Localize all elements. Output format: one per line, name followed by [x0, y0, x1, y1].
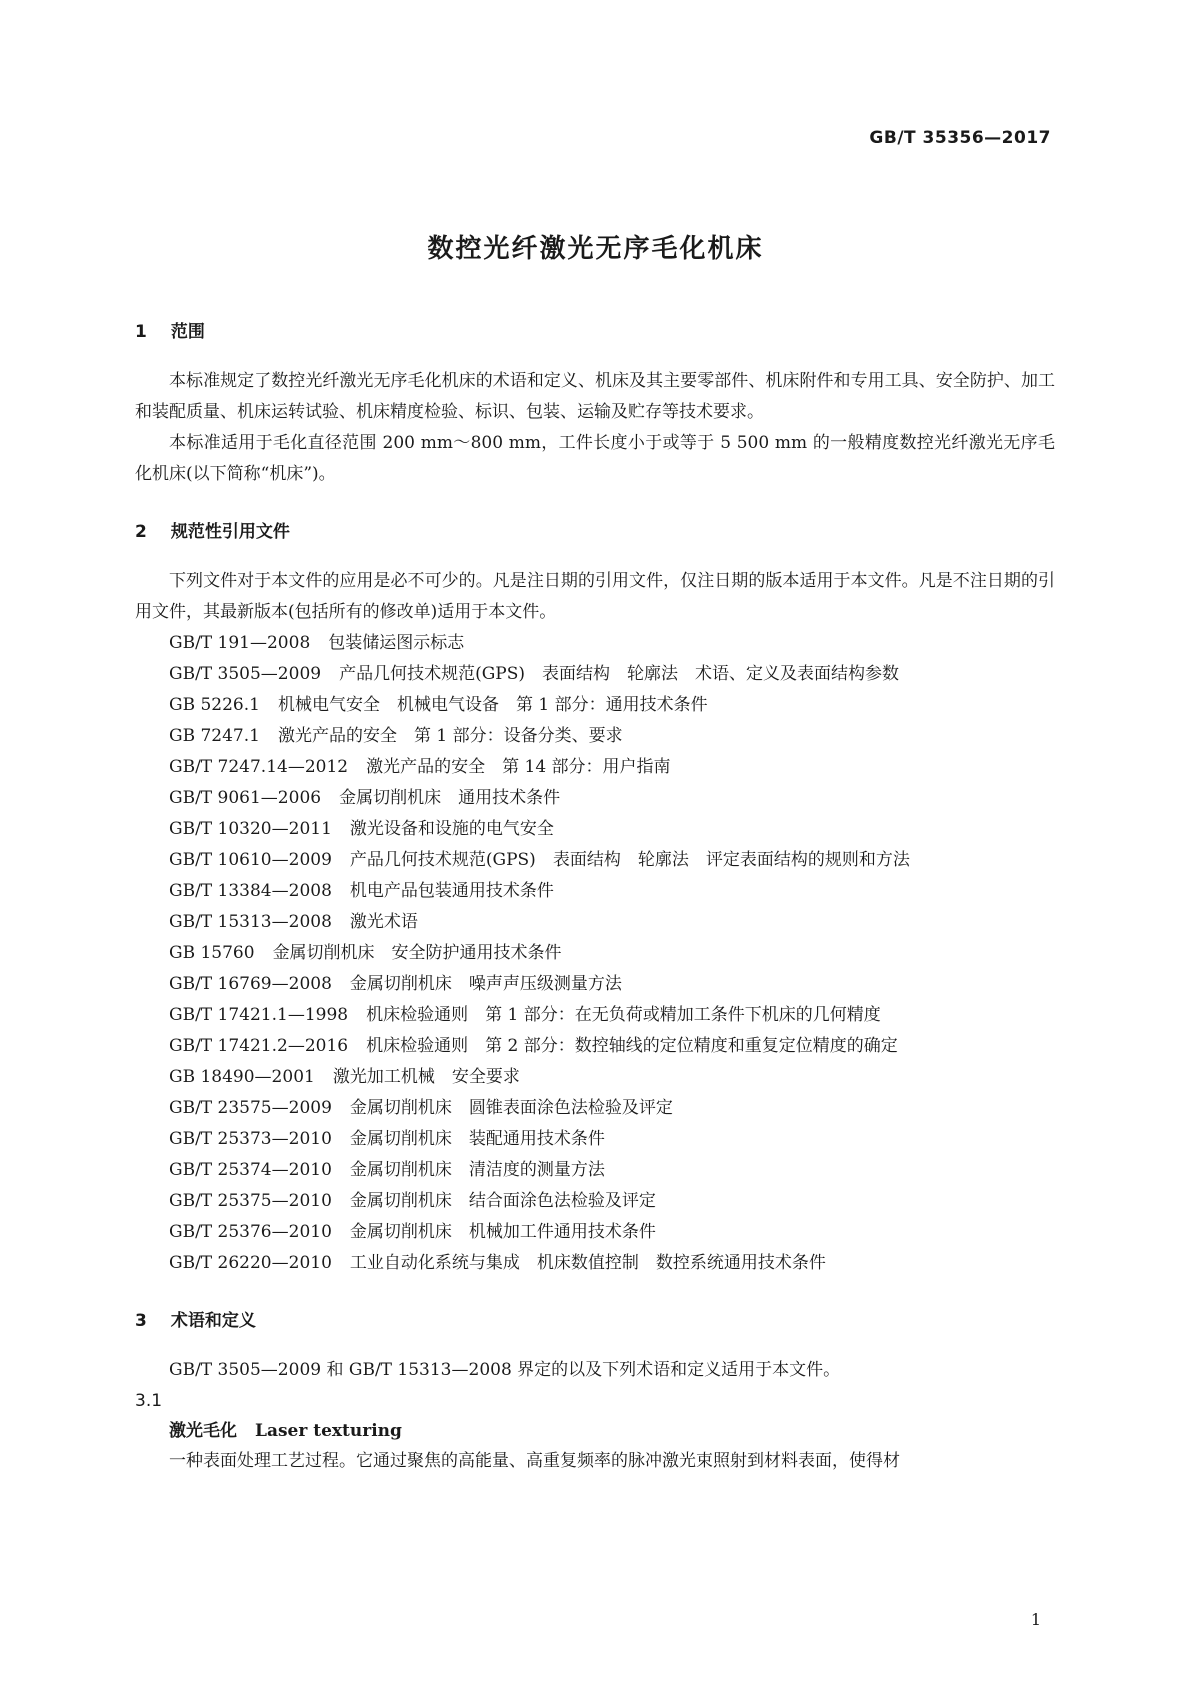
section-2-heading — [135, 520, 1055, 544]
reference-title: 机电产品包装通用技术条件 — [349, 881, 554, 901]
reference-title: 金属切削机床 结合面涂色法检验及评定 — [349, 1191, 656, 1211]
reference-code: GB/T 25374—2010 — [169, 1160, 332, 1180]
reference-title: 金属切削机床 噪声声压级测量方法 — [349, 974, 622, 994]
document-body — [135, 320, 1055, 1477]
reference-title: 产品几何技术规范(GPS) 表面结构 轮廓法 评定表面结构的规则和方法 — [349, 850, 910, 870]
reference-item — [135, 969, 1055, 1000]
reference-item — [135, 690, 1055, 721]
reference-code: GB/T 23575—2009 — [169, 1098, 332, 1118]
reference-item — [135, 876, 1055, 907]
reference-title: 机械电气安全 机械电气设备 第 1 部分：通用技术条件 — [277, 695, 708, 715]
reference-code: GB 18490—2001 — [169, 1067, 315, 1087]
reference-item — [135, 1186, 1055, 1217]
reference-item — [135, 1124, 1055, 1155]
reference-code: GB/T 17421.1—1998 — [169, 1005, 349, 1025]
reference-item — [135, 1248, 1055, 1279]
section-title: 术语和定义 — [170, 1311, 256, 1331]
reference-code: GB/T 3505—2009 — [169, 664, 322, 684]
reference-title: 激光加工机械 安全要求 — [332, 1067, 520, 1087]
reference-code: GB/T 17421.2—2016 — [169, 1036, 349, 1056]
reference-item — [135, 783, 1055, 814]
reference-code: GB 5226.1 — [169, 695, 260, 715]
reference-code: GB/T 25376—2010 — [169, 1222, 332, 1242]
reference-title: 产品几何技术规范(GPS) 表面结构 轮廓法 术语、定义及表面结构参数 — [339, 664, 900, 684]
section-number: 2 — [135, 522, 147, 542]
reference-title: 机床检验通则 第 2 部分：数控轴线的定位精度和重复定位精度的确定 — [366, 1036, 898, 1056]
section-1-heading — [135, 320, 1055, 344]
reference-title: 金属切削机床 清洁度的测量方法 — [349, 1160, 605, 1180]
reference-code: GB/T 25375—2010 — [169, 1191, 332, 1211]
section-number: 3 — [135, 1311, 147, 1331]
term-definition: 一种表面处理工艺过程。它通过聚焦的高能量、高重复频率的脉冲激光束照射到材料表面，使得材 — [169, 1451, 900, 1471]
term-name-en: Laser texturing — [255, 1421, 402, 1441]
reference-code: GB/T 16769—2008 — [169, 974, 332, 994]
reference-item — [135, 752, 1055, 783]
reference-item — [135, 845, 1055, 876]
section-title: 范围 — [170, 322, 205, 342]
reference-code: GB/T 7247.14—2012 — [169, 757, 349, 777]
reference-item — [135, 1000, 1055, 1031]
references-intro: 下列文件对于本文件的应用是必不可少的。凡是注日期的引用文件，仅注日期的版本适用于本文件。凡是不注日期的引用文件，其最新版本(包括所有的修改单)适用于本文件。 — [135, 571, 1055, 622]
reference-item — [135, 1031, 1055, 1062]
term-name — [135, 1416, 1055, 1446]
reference-item — [135, 659, 1055, 690]
section-number: 1 — [135, 322, 147, 342]
page-number: 1 — [1030, 1610, 1041, 1629]
reference-item — [135, 907, 1055, 938]
reference-title: 金属切削机床 圆锥表面涂色法检验及评定 — [349, 1098, 673, 1118]
term-name-cn: 激光毛化 — [169, 1421, 237, 1441]
reference-item — [135, 721, 1055, 752]
reference-item — [135, 1155, 1055, 1186]
reference-item — [135, 1062, 1055, 1093]
reference-code: GB/T 15313—2008 — [169, 912, 332, 932]
reference-title: 金属切削机床 通用技术条件 — [339, 788, 561, 808]
reference-item — [135, 1093, 1055, 1124]
reference-title: 工业自动化系统与集成 机床数值控制 数控系统通用技术条件 — [349, 1253, 826, 1273]
reference-code: GB/T 191—2008 — [169, 633, 311, 653]
reference-title: 激光术语 — [349, 912, 418, 932]
reference-code: GB/T 25373—2010 — [169, 1129, 332, 1149]
section-3-heading — [135, 1309, 1055, 1333]
standard-code: GB/T 35356—2017 — [869, 128, 1051, 148]
term-number: 3.1 — [135, 1391, 163, 1411]
reference-list — [135, 628, 1055, 1279]
reference-item — [135, 938, 1055, 969]
scope-paragraph-2: 本标准适用于毛化直径范围 200 mm～800 mm，工件长度小于或等于 5 500 mm 的一般精度数控光纤激光无序毛化机床(以下简称“机床”)。 — [135, 433, 1055, 484]
reference-title: 金属切削机床 安全防护通用技术条件 — [272, 943, 562, 963]
reference-item — [135, 628, 1055, 659]
reference-title: 激光设备和设施的电气安全 — [349, 819, 554, 839]
reference-code: GB/T 10610—2009 — [169, 850, 332, 870]
reference-title: 机床检验通则 第 1 部分：在无负荷或精加工条件下机床的几何精度 — [366, 1005, 881, 1025]
reference-code: GB/T 10320—2011 — [169, 819, 332, 839]
terms-intro: GB/T 3505—2009 和 GB/T 15313—2008 界定的以及下列术语和定义适用于本文件。 — [169, 1360, 841, 1380]
reference-title: 激光产品的安全 第 14 部分：用户指南 — [366, 757, 671, 777]
document-title: 数控光纤激光无序毛化机床 — [427, 234, 764, 264]
reference-code: GB/T 13384—2008 — [169, 881, 332, 901]
reference-item — [135, 1217, 1055, 1248]
reference-code: GB/T 9061—2006 — [169, 788, 322, 808]
reference-code: GB 7247.1 — [169, 726, 260, 746]
reference-item — [135, 814, 1055, 845]
reference-title: 金属切削机床 装配通用技术条件 — [349, 1129, 605, 1149]
reference-code: GB 15760 — [169, 943, 255, 963]
reference-title: 金属切削机床 机械加工件通用技术条件 — [349, 1222, 656, 1242]
reference-title: 包装储运图示标志 — [328, 633, 465, 653]
reference-title: 激光产品的安全 第 1 部分：设备分类、要求 — [277, 726, 623, 746]
section-title: 规范性引用文件 — [170, 522, 290, 542]
reference-code: GB/T 26220—2010 — [169, 1253, 332, 1273]
scope-paragraph-1: 本标准规定了数控光纤激光无序毛化机床的术语和定义、机床及其主要零部件、机床附件和专用工具、安全防护、加工和装配质量、机床运转试验、机床精度检验、标识、包装、运输及贮存等技术要求。 — [135, 371, 1055, 422]
